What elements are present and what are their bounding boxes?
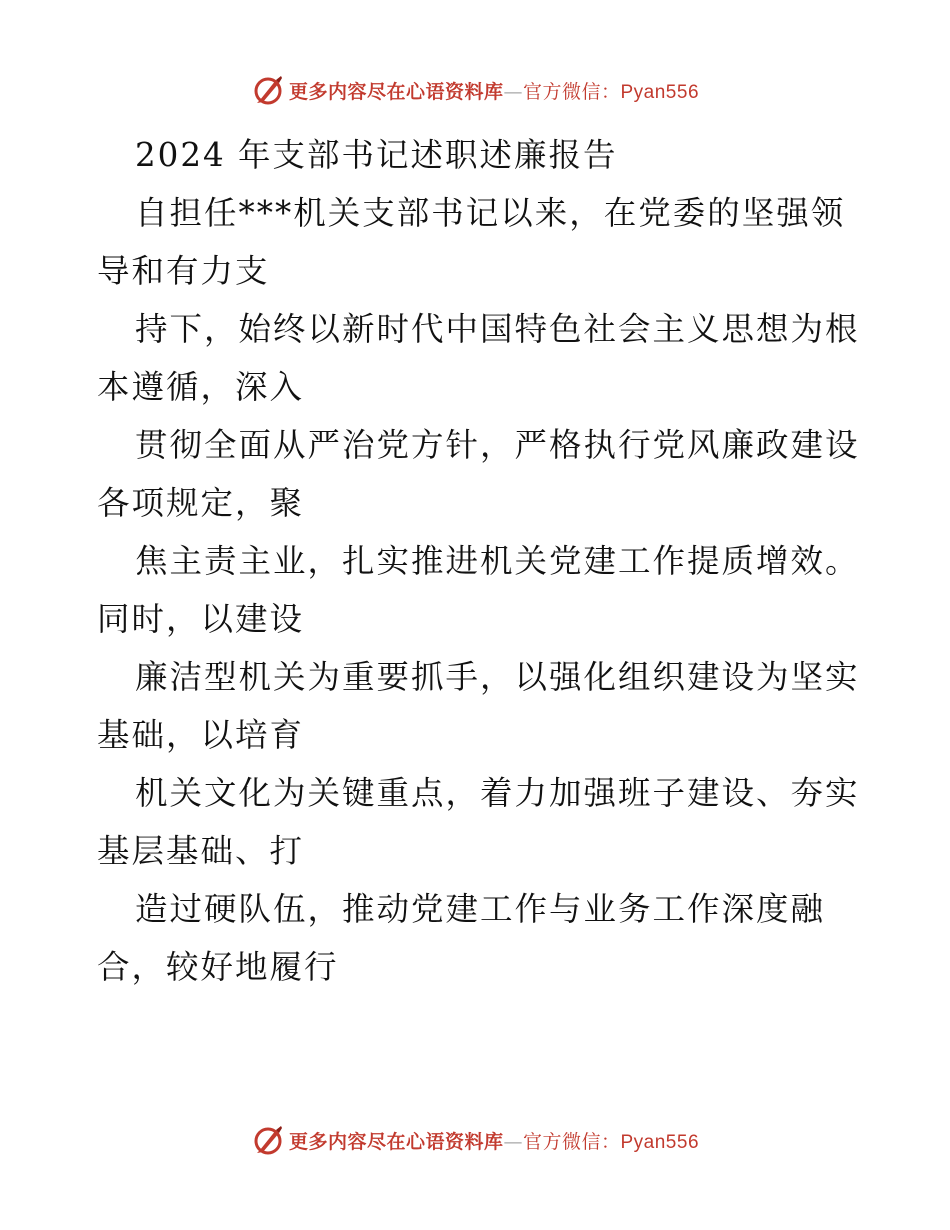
body-line: 合，较好地履行 [97,948,339,986]
banner-main-text: 更多内容尽在心语资料库 [288,1130,504,1153]
footer-banner [0,1122,950,1158]
body-line: 持下，始终以新时代中国特色社会主义思想为根 [135,310,860,348]
banner-main-text: 更多内容尽在心语资料库 [288,80,504,103]
banner-wechat-label: 官方微信： [522,1130,621,1153]
quill-pen-logo-icon [251,73,285,107]
body-line: 机关文化为关键重点，着力加强班子建设、夯实 [135,774,860,812]
body-line: 基层基础、打 [97,832,305,870]
body-line: 贯彻全面从严治党方针，严格执行党风廉政建设 [135,426,860,464]
quill-pen-logo-icon [251,1123,285,1157]
body-line: 自担任***机关支部书记以来，在党委的坚强领 [135,194,846,232]
banner-wechat-id: Pyan556 [620,81,700,103]
body-line: 各项规定，聚 [97,484,305,522]
body-line: 廉洁型机关为重要抓手，以强化组织建设为坚实 [135,658,860,696]
body-line: 造过硬队伍，推动党建工作与业务工作深度融 [135,890,826,928]
document-body [97,126,860,996]
body-line: 本遵循，深入 [97,368,305,406]
body-line: 基础，以培育 [97,716,305,754]
document-title: 2024 年支部书记述职述廉报告 [135,136,618,174]
header-banner [0,72,950,108]
body-line: 焦主责主业，扎实推进机关党建工作提质增效。 [135,542,860,580]
banner-wechat-label: 官方微信： [522,80,621,103]
banner-wechat-id: Pyan556 [620,1131,700,1153]
body-line: 导和有力支 [97,252,270,290]
banner-dash: — [503,80,523,103]
body-line: 同时，以建设 [97,600,305,638]
banner-dash: — [503,1130,523,1153]
